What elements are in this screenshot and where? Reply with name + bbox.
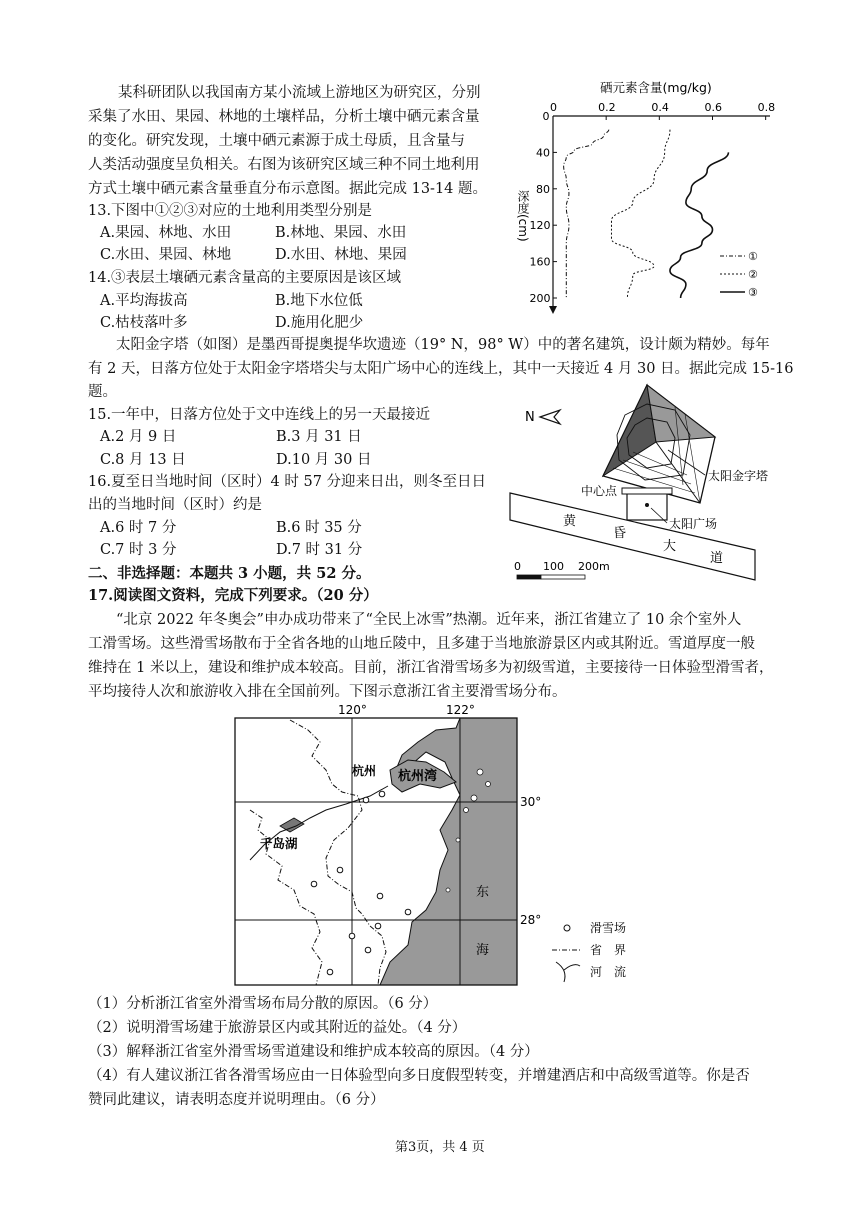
intro-line: 有 2 天，日落方位处于太阳金字塔塔尖与太阳广场中心的连线上，其中一天接近 4 月 30 日。据此完成 15-16	[88, 361, 794, 377]
option-d: D.7 时 31 分	[276, 542, 363, 558]
province-border	[290, 720, 386, 985]
series-line-2	[611, 130, 669, 298]
plaza-edge	[622, 488, 672, 494]
intro-line: 方式土壤中硒元素含量垂直分布示意图。据此完成 13-14 题。	[88, 181, 488, 197]
svg-text:200m: 200m	[578, 560, 610, 573]
scale-bar	[514, 560, 610, 579]
svg-text:100: 100	[543, 560, 564, 573]
sun-pyramid-figure	[505, 380, 805, 585]
y-tick-label: 160	[529, 255, 551, 269]
pyramid-label: 太阳金字塔	[708, 469, 769, 483]
material-line: 平均接待人次和旅游收入排在全国前列。下图示意浙江省主要滑雪场分布。	[88, 684, 567, 700]
ski-resort-marker	[337, 867, 343, 873]
question-stem: 15.一年中，日落方位处于文中连线上的另一天最接近	[88, 407, 431, 423]
sea-label-1: 东	[476, 885, 490, 900]
lon-120-label: 120°	[338, 703, 367, 717]
legend-ski-icon	[564, 925, 570, 931]
x-tick-labels	[550, 101, 775, 120]
series-line-3	[670, 152, 728, 298]
map-legend	[552, 920, 626, 982]
option-b: B.3 月 31 日	[276, 429, 362, 445]
selenium-depth-chart	[505, 78, 805, 318]
material-line: 维持在 1 米以上，建设和维护成本较高。目前，浙江省滑雪场多为初级雪道，主要接待一日体验型滑雪者，	[88, 660, 774, 676]
road-char: 昏	[613, 526, 627, 541]
zhejiang-ski-map	[230, 700, 650, 990]
ski-resort-marker	[405, 909, 411, 915]
ski-resort-marker	[365, 947, 371, 953]
y-tick-label: 120	[529, 219, 551, 233]
question-17-title: 17.阅读图文资料，完成下列要求。（20 分）	[88, 587, 378, 604]
section-2-heading: 二、非选择题：本题共 3 小题，共 52 分。	[88, 565, 371, 582]
plaza-label: 太阳广场	[669, 517, 718, 531]
x-tick-label: 0.4	[651, 101, 669, 114]
question-stem: 14.③表层土壤硒元素含量高的主要原因是该区域	[88, 270, 402, 286]
option-a: A.平均海拔高	[100, 293, 188, 309]
y-tick-label: 200	[529, 292, 551, 305]
chart-title: 硒元素含量(mg/kg)	[600, 80, 712, 95]
series-line-1	[564, 130, 609, 298]
x-tick-label: 0.2	[598, 101, 616, 114]
ski-resort-marker	[375, 923, 381, 929]
road-char: 大	[663, 539, 677, 554]
intro-line: 太阳金字塔（如图）是墨西哥提奥提华坎遗迹（19° N，98° W）中的著名建筑，设计颇为精妙。每年	[116, 337, 770, 353]
chart-legend	[720, 250, 758, 299]
road-char: 道	[710, 551, 724, 566]
question-stem: 13.下图中①②③对应的土地利用类型分别是	[88, 203, 373, 219]
y-axis-label: 深度(cm)	[516, 190, 530, 242]
option-c: C.枯枝落叶多	[100, 315, 188, 331]
ski-resort-markers	[311, 791, 411, 975]
lon-122-label: 122°	[446, 703, 475, 717]
intro-line: 的变化。研究发现，土壤中硒元素源于成土母质，且含量与	[88, 133, 465, 149]
lake-label: 千岛湖	[260, 836, 298, 851]
lat-28-label: 28°	[520, 913, 542, 927]
intro-line: 采集了水田、果园、林地的土壤样品，分析土壤中硒元素含量	[88, 109, 480, 125]
y-tick-label: 40	[536, 146, 550, 160]
ski-resort-marker	[363, 797, 369, 803]
qiandao-lake	[280, 818, 304, 832]
option-d: D.水田、林地、果园	[275, 247, 407, 263]
pyramid-shape	[603, 385, 715, 503]
option-a: A.6 时 7 分	[100, 520, 177, 536]
material-line: “北京 2022 年冬奥会”申办成功带来了“全民上冰雪”热潮。近年来，浙江省建立了 10 余个室外人	[116, 612, 742, 628]
sea-area	[380, 718, 517, 985]
question-stem: 16.夏至日当地时间（区时）4 时 57 分迎来日出，则冬至日日	[88, 474, 487, 490]
question-stem: 出的当地时间（区时）约是	[88, 497, 262, 513]
option-c: C.水田、果园、林地	[100, 247, 232, 263]
subquestion-3: （3）解释浙江省室外滑雪场雪道建设和维护成本较高的原因。（4 分）	[88, 1044, 539, 1060]
y-axis-arrow	[549, 306, 557, 314]
subquestion-2: （2）说明滑雪场建于旅游景区内或其附近的益处。（4 分）	[88, 1020, 467, 1036]
material-line: 工滑雪场。这些滑雪场散布于全省各地的山地丘陵中，且多建于当地旅游景区内或其附近。雪道厚度一般	[88, 636, 755, 652]
option-d: D.10 月 30 日	[276, 452, 372, 468]
legend-label-3: ③	[748, 286, 758, 299]
legend-label-2: ②	[748, 268, 758, 281]
option-c: C.7 时 3 分	[100, 542, 177, 558]
subquestion-4-cont: 赞同此建议，请表明态度并说明理由。（6 分）	[88, 1092, 385, 1108]
ski-resort-marker	[379, 791, 385, 797]
ski-resort-marker	[349, 933, 355, 939]
option-b: B.地下水位低	[275, 293, 363, 309]
bay-label: 杭州湾	[398, 769, 438, 784]
legend-river-icon	[556, 962, 565, 982]
y-tick-label: 80	[536, 182, 550, 196]
intro-line: 某科研团队以我国南方某小流域上游地区为研究区，分别	[118, 85, 481, 101]
center-point-label: 中心点	[581, 484, 618, 498]
legend-label-1: ①	[748, 250, 758, 263]
y-tick-label: 0	[542, 110, 550, 123]
option-a: A.2 月 9 日	[100, 429, 177, 445]
x-tick-label: 0	[550, 101, 557, 114]
sea-label-2: 海	[476, 943, 490, 958]
subquestion-1: （1）分析浙江省室外滑雪场布局分散的原因。（6 分）	[88, 996, 438, 1012]
legend-river: 河 流	[590, 965, 627, 979]
page-footer: 第3页，共 4 页	[395, 1140, 485, 1155]
x-tick-label: 0.6	[704, 101, 722, 114]
x-tick-label: 0.8	[757, 101, 776, 114]
series-lines	[564, 130, 729, 298]
ski-resort-marker	[327, 969, 333, 975]
hangzhou-label: 杭州	[352, 764, 377, 778]
ski-resort-marker	[377, 893, 383, 899]
intro-line: 题。	[88, 384, 117, 400]
road-char: 黄	[563, 514, 577, 529]
svg-text:0: 0	[514, 560, 521, 573]
legend-border: 省 界	[590, 943, 627, 957]
legend-ski: 滑雪场	[590, 921, 627, 935]
option-d: D.施用化肥少	[275, 315, 364, 331]
option-b: B.林地、果园、水田	[275, 225, 407, 241]
option-c: C.8 月 13 日	[100, 452, 186, 468]
center-point	[645, 503, 649, 507]
north-arrow-icon	[540, 410, 560, 424]
subquestion-4: （4）有人建议浙江省各滑雪场应由一日体验型向多日度假型转变，并增建酒店和中高级雪道等。你是否	[88, 1068, 750, 1084]
north-label: N	[525, 410, 535, 425]
option-a: A.果园、林地、水田	[100, 225, 232, 241]
lat-30-label: 30°	[520, 795, 542, 809]
ski-resort-marker	[311, 881, 317, 887]
option-b: B.6 时 35 分	[276, 520, 362, 536]
intro-line: 人类活动强度呈负相关。右图为该研究区域三种不同土地利用	[88, 157, 480, 173]
